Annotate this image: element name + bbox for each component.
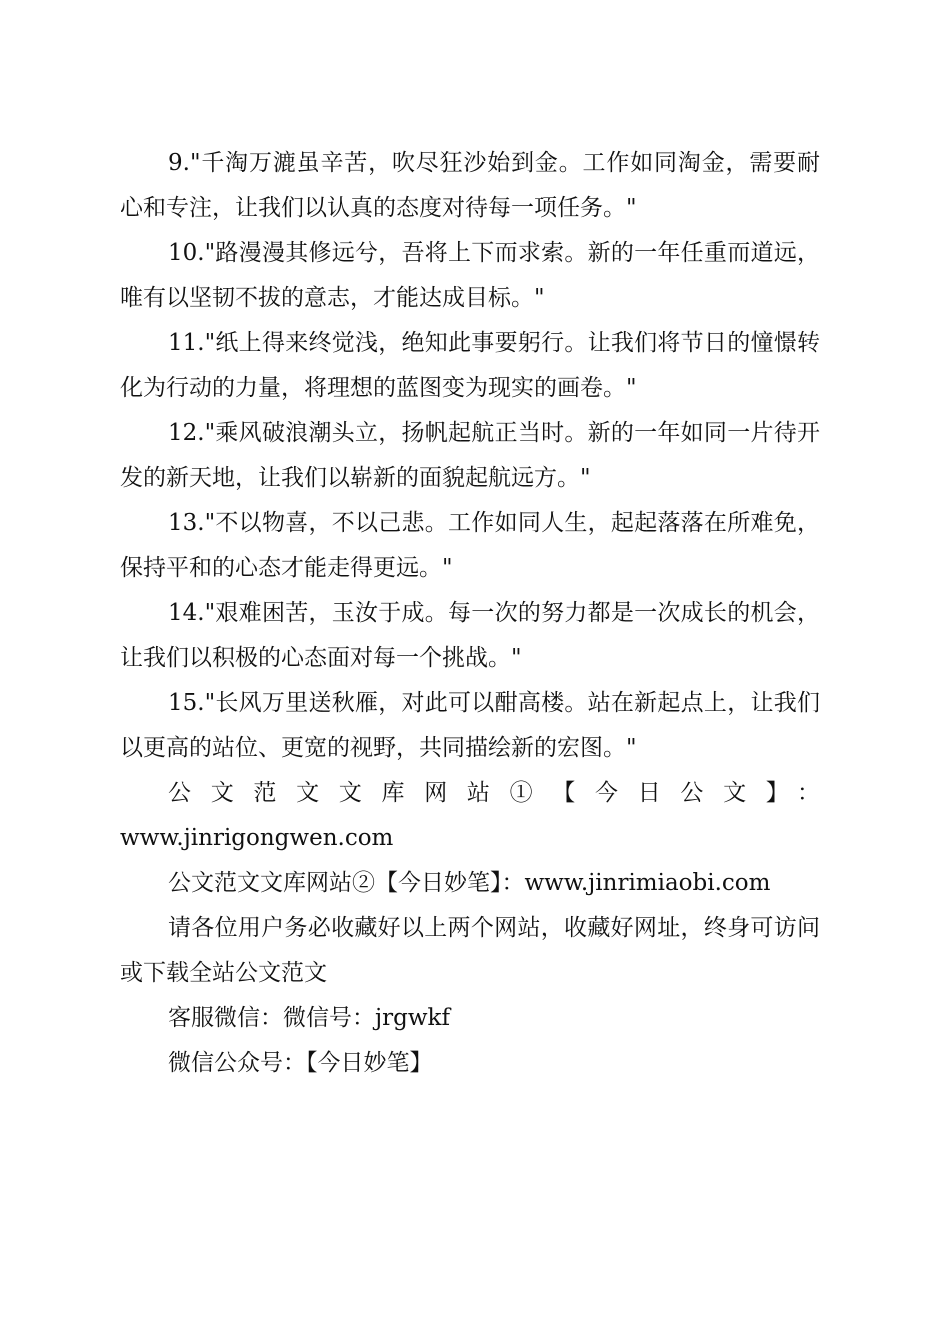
quote-paragraph-11: 11."纸上得来终觉浅，绝知此事要躬行。让我们将节日的憧憬转化为行动的力量，将理想的蓝图变为现实的画卷。"	[120, 330, 820, 401]
site2-line: 公文范文文库网站②【今日妙笔】：www.jinrimiaobi.com	[168, 870, 771, 896]
quote-paragraph-12: 12."乘风破浪潮头立，扬帆起航正当时。新的一年如同一片待开发的新天地，让我们以崭新的面貌起航远方。"	[120, 420, 820, 491]
service-wechat: 客服微信：微信号：jrgwkf	[168, 1005, 450, 1031]
quote-paragraph-15: 15."长风万里送秋雁，对此可以酣高楼。站在新起点上，让我们以更高的站位、更宽的视野，共同描绘新的宏图。"	[120, 690, 820, 761]
bookmark-notice: 请各位用户务必收藏好以上两个网站，收藏好网址，终身可访问或下载全站公文范文	[120, 915, 820, 986]
quote-paragraph-13: 13."不以物喜，不以己悲。工作如同人生，起起落落在所难免，保持平和的心态才能走得更远。"	[120, 510, 820, 581]
document-body	[120, 141, 820, 1086]
quote-paragraph-10: 10."路漫漫其修远兮，吾将上下而求索。新的一年任重而道远，唯有以坚韧不拔的意志，才能达成目标。"	[120, 240, 820, 311]
site1-url: www.jinrigongwen.com	[120, 825, 394, 851]
site1-label: 公文范文文库网站①【今日公文】：	[168, 780, 820, 806]
quote-paragraph-9: 9."千淘万漉虽辛苦，吹尽狂沙始到金。工作如同淘金，需要耐心和专注，让我们以认真的态度对待每一项任务。"	[120, 150, 820, 221]
official-account: 微信公众号：【今日妙笔】	[168, 1050, 433, 1076]
quote-paragraph-14: 14."艰难困苦，玉汝于成。每一次的努力都是一次成长的机会，让我们以积极的心态面对每一个挑战。"	[120, 600, 820, 671]
